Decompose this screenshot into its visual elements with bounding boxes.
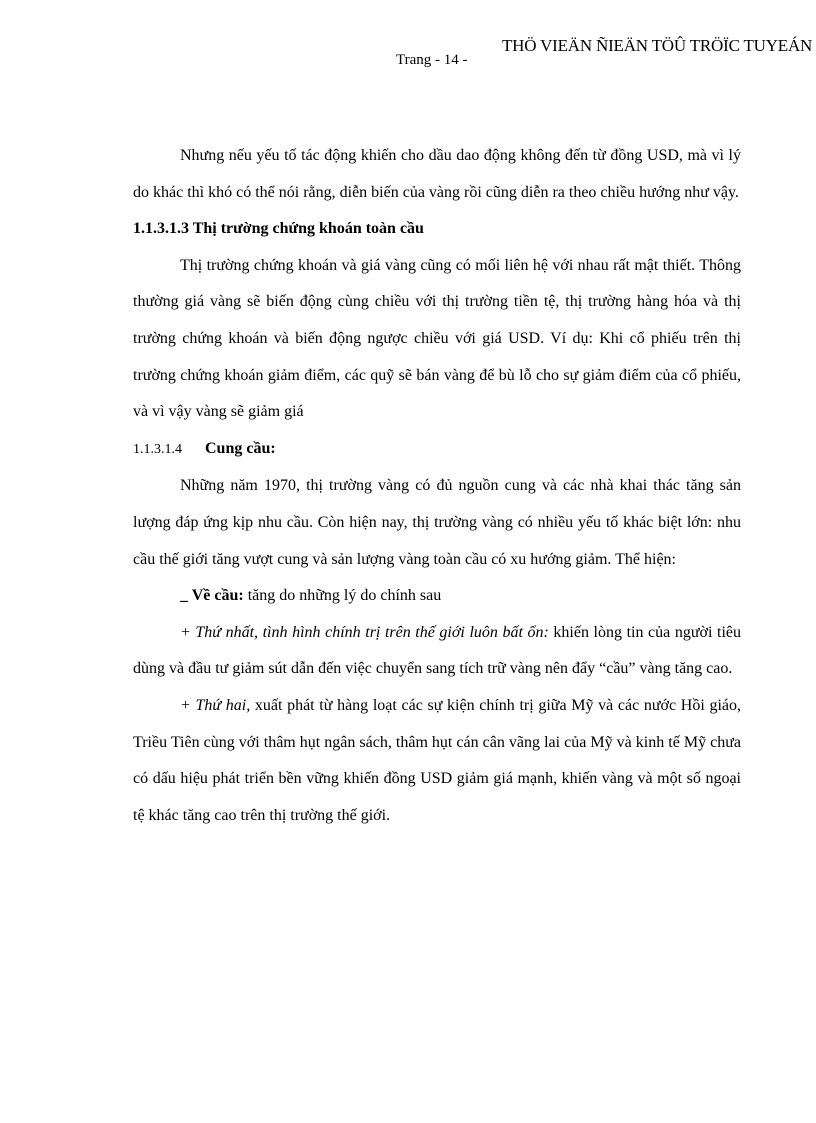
section-title: Cung cầu: <box>205 439 276 457</box>
reason-first-label: + Thứ nhất, tình hình chính trị trên thế giới luôn bất ổn: <box>180 623 549 641</box>
reason-second-label: + Thứ hai, <box>180 696 251 714</box>
reason-second-text: xuất phát từ hàng loạt các sự kiện chính trị giữa Mỹ và các nước Hồi giáo, Triều Tiên cùng với thâm hụt ngân sách, thâm hụt cán cân vãng lai của Mỹ và kinh tế Mỹ chưa có dấu hiệu phát triển bền vững khiến đồng USD giảm giá mạnh, khiến vàng và một số ngoại tệ khác tăng cao trên thị trường thế giới. <box>133 696 741 824</box>
paragraph-supply-demand: Những năm 1970, thị trường vàng có đủ nguồn cung và các nhà khai thác tăng sản lượng đáp ứng kịp nhu cầu. Còn hiện nay, thị trường vàng có nhiều yếu tố khác biệt lớn: nhu cầu thế giới tăng vượt cung và sản lượng vàng toàn cầu có xu hướng giảm. Thể hiện: <box>133 477 741 568</box>
section-heading-stock-market: 1.1.3.1.3 Thị trường chứng khoán toàn cầu <box>133 220 424 238</box>
reason-second <box>133 688 741 834</box>
section-heading-supply-demand <box>133 431 741 469</box>
paragraph-usd-oil: Nhưng nếu yếu tố tác động khiến cho dầu dao động không đến từ đồng USD, mà vì lý do khác thì khó có thể nói rằng, diễn biến của vàng rồi cũng diễn ra theo chiều hướng như vậy. <box>133 147 741 201</box>
demand-label: _ Về cầu: <box>180 587 244 605</box>
library-watermark-header: THÖ VIEÄN ÑIEÄN TÖÛ TRÖÏC TUYEÁN <box>502 36 813 55</box>
reason-first-text: khiến lòng tin của người tiêu dùng và đầu tư giảm sút dẫn đến việc chuyển sang tích trữ vàng nên đẩy “cầu” vàng tăng cao. <box>133 623 742 678</box>
section-number: 1.1.3.1.4 <box>133 441 182 457</box>
document-body <box>133 138 741 834</box>
paragraph-stock-market: Thị trường chứng khoán và giá vàng cũng có mối liên hệ với nhau rất mật thiết. Thông thường giá vàng sẽ biến động cùng chiều với thị trường tiền tệ, thị trường hàng hóa và thị trường chứng khoán và biến động ngược chiều với giá USD. Ví dụ: Khi cổ phiếu trên thị trường chứng khoán giảm điểm, các quỹ sẽ bán vàng để bù lỗ cho sự giảm điểm của cổ phiếu, và vì vậy vàng sẽ giảm giá <box>133 256 741 421</box>
demand-item <box>133 578 741 615</box>
page-number: Trang - 14 - <box>396 52 468 68</box>
reason-first <box>133 615 741 688</box>
demand-text: tăng do những lý do chính sau <box>243 587 442 605</box>
